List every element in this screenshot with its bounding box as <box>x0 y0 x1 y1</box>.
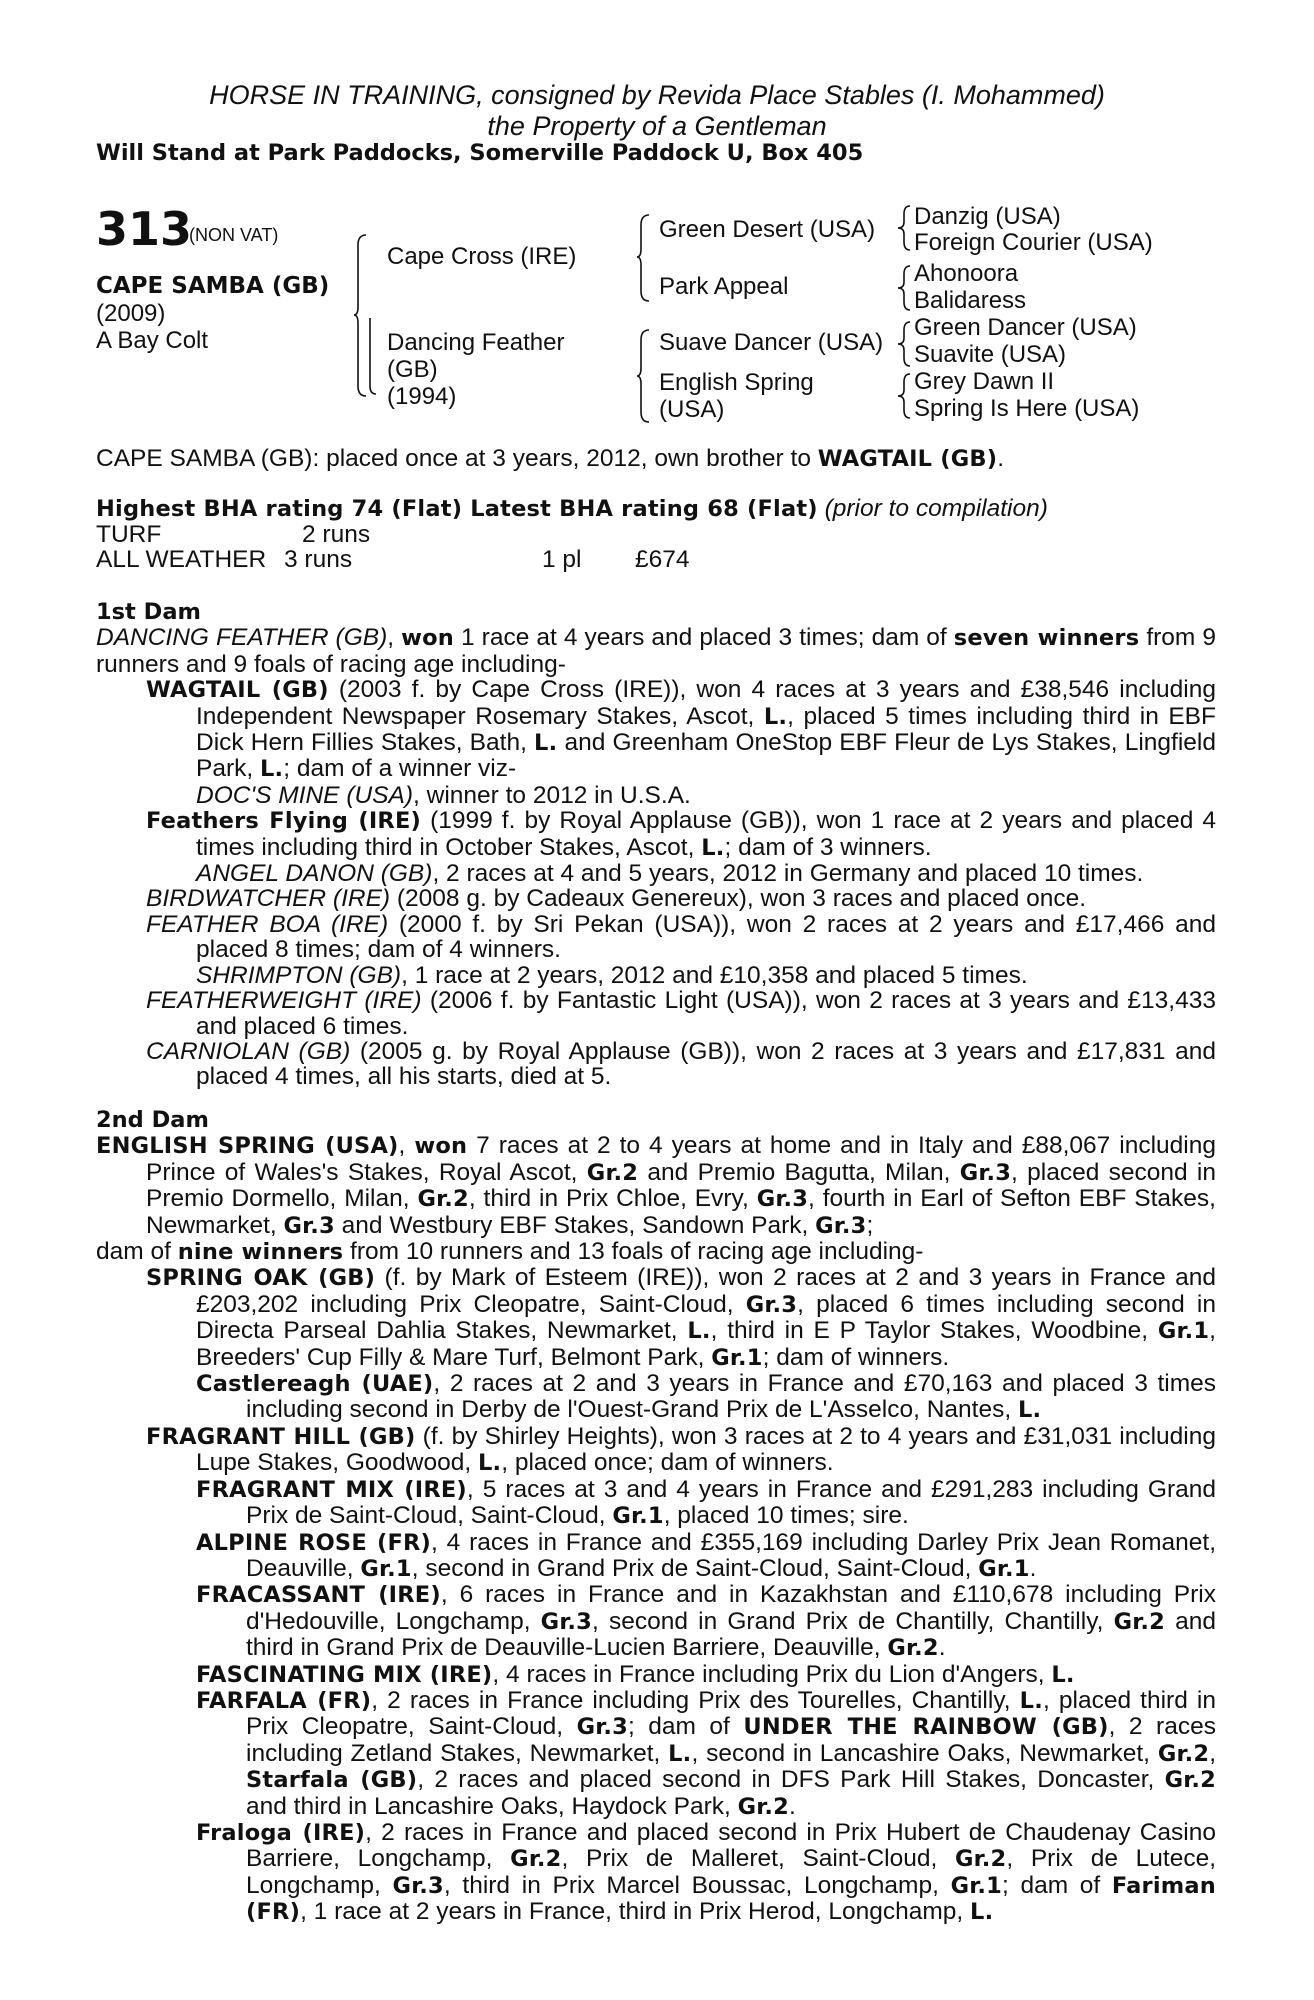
second-dam-produce <box>96 1265 1216 1925</box>
summary-line: CAPE SAMBA (GB): placed once at 3 years, 2012, own brother to WAGTAIL (GB). <box>96 445 1005 472</box>
pedigree-dds: Grey Dawn II <box>914 368 1055 395</box>
produce-entry: FRAGRANT HILL (GB) (f. by Shirley Heights), won 3 races at 2 to 4 years and £31,031 including Lupe Stakes, Goodwood, L., placed once; dam of winners. <box>146 1422 1216 1477</box>
second-dam-intro: ENGLISH SPRING (USA), won 7 races at 2 to 4 years at home and in Italy and £88,067 including Prince of Wales's Stakes, Royal Ascot, Gr.2 and Premio Bagutta, Milan, Gr.3, placed second in Premio Dormello, Milan, Gr.2, third in Prix Chloe, Evry, Gr.3, fourth in Earl of Sefton EBF Stakes, Newmarket, Gr.3 and Westbury EBF Stakes, Sandown Park, Gr.3; <box>96 1132 1216 1239</box>
pedigree-sire-sire: Green Desert (USA) <box>659 216 876 243</box>
pedigree-sire-dam: Park Appeal <box>659 273 789 300</box>
aw-runs: 3 runs <box>284 546 353 573</box>
aw-label: ALL WEATHER <box>96 546 267 573</box>
produce-entry: ALPINE ROSE (FR), 4 races in France and £355,169 including Darley Prix Jean Romanet, Deauville, Gr.1, second in Grand Prix de Saint-Cloud, Saint-Cloud, Gr.1. <box>196 1528 1216 1582</box>
pedigree-dam: Dancing Feather (GB) (1994) <box>387 329 565 410</box>
pedigree-ssd: Foreign Courier (USA) <box>914 229 1153 256</box>
produce-entry: FEATHERWEIGHT (IRE) (2006 f. by Fantastic Light (USA)), won 2 races at 3 years and £13,433 and placed 6 times. <box>146 987 1216 1040</box>
produce-entry: Feathers Flying (IRE) (1999 f. by Royal Applause (GB)), won 1 race at 2 years and placed 4 times including third in October Stakes, Ascot, L.; dam of 3 winners. <box>146 807 1216 861</box>
produce-entry: SHRIMPTON (GB), 1 race at 2 years, 2012 and £10,358 and placed 5 times. <box>196 961 1028 989</box>
pedigree-sire: Cape Cross (IRE) <box>387 243 577 270</box>
horse-description: A Bay Colt <box>96 327 209 354</box>
property-line: the Property of a Gentleman <box>487 111 827 141</box>
produce-entry: FASCINATING MIX (IRE), 4 races in France including Prix du Lion d'Angers, L. <box>196 1660 1075 1688</box>
foaling-year: (2009) <box>96 300 166 327</box>
pedigree-dam-dam: English Spring (USA) <box>659 369 814 423</box>
sire-brace <box>354 233 368 398</box>
brother-name: WAGTAIL (GB) <box>817 446 998 472</box>
pedigree-dss: Green Dancer (USA) <box>914 314 1137 341</box>
pedigree-dsd: Suavite (USA) <box>914 341 1067 368</box>
produce-entry: WAGTAIL (GB) (2003 f. by Cape Cross (IRE)), won 4 races at 3 years and £38,546 including Independent Newspaper Rosemary Stakes, Ascot, L., placed 5 times including third in EBF Dick Hern Fillies Stakes, Bath, L. and Greenham OneStop EBF Fleur de Lys Stakes, Lingfield Park, L.; dam of a winner viz- <box>146 676 1216 783</box>
second-dam-produce-intro: dam of nine winners from 10 runners and 13 foals of racing age including- <box>96 1238 924 1266</box>
second-dam-section <box>96 1108 1216 1926</box>
produce-entry: ANGEL DANON (GB), 2 races at 4 and 5 years, 2012 in Germany and placed 10 times. <box>196 860 1144 888</box>
produce-entry: FARFALA (FR), 2 races in France including Prix des Tourelles, Chantilly, L., placed third in Prix Cleopatre, Saint-Cloud, Gr.3; dam of UNDER THE RAINBOW (GB), 2 races including Zetland Stakes, Newmarket, L., second in Lancashire Oaks, Newmarket, Gr.2, Starfala (GB), 2 races and placed second in DFS Park Hill Stakes, Doncaster, Gr.2 and third in Lancashire Oaks, Haydock Park, Gr.2. <box>196 1686 1216 1820</box>
pedigree-ddd: Spring Is Here (USA) <box>914 395 1140 422</box>
horse-name: CAPE SAMBA (GB) <box>96 273 330 299</box>
stand-location: Will Stand at Park Paddocks, Somerville Paddock U, Box 405 <box>96 140 864 166</box>
produce-entry: DOC'S MINE (USA), winner to 2012 in U.S.A. <box>196 781 691 809</box>
turf-runs: 2 runs <box>302 521 371 548</box>
lot-number: 313 <box>96 202 193 256</box>
produce-entry: Castlereagh (UAE), 2 races at 2 and 3 years in France and £70,163 and placed 3 times including second in Derby de l'Ouest-Grand Prix de L'Asselco, Nantes, L. <box>196 1370 1216 1424</box>
produce-entry: FEATHER BOA (IRE) (2000 f. by Sri Pekan (USA)), won 2 races at 2 years and £17,466 and placed 8 times; dam of 4 winners. <box>146 910 1216 964</box>
vat-status: (NON VAT) <box>189 225 279 245</box>
produce-entry: Fraloga (IRE), 2 races in France and placed second in Prix Hubert de Chaudenay Casino Barriere, Longchamp, Gr.2, Prix de Malleret, Saint-Cloud, Gr.2, Prix de Lutece, Longchamp, Gr.3, third in Prix Marcel Boussac, Longchamp, Gr.1; dam of Fariman (FR), 1 race at 2 years in France, third in Prix Herod, Longchamp, L. <box>196 1818 1217 1926</box>
pedigree-dam-sire: Suave Dancer (USA) <box>659 329 884 356</box>
first-dam-section <box>96 600 1216 1090</box>
pedigree-sdd: Balidaress <box>914 287 1027 314</box>
produce-entry: BIRDWATCHER (IRE) (2008 g. by Cadeaux Genereux), won 3 races and placed once. <box>146 885 1087 913</box>
first-dam-intro: DANCING FEATHER (GB), won 1 race at 4 years and placed 3 times; dam of seven winners from 9 runners and 9 foals of racing age including- <box>96 624 1216 678</box>
rating-line: Highest BHA rating 74 (Flat) Latest BHA rating 68 (Flat) (prior to compilation) <box>96 495 1048 522</box>
g2-brace <box>898 264 912 312</box>
produce-entry: FRAGRANT MIX (IRE), 5 races at 3 and 4 years in France and £291,283 including Grand Prix de Saint-Cloud, Saint-Cloud, Gr.1, placed 10 times; sire. <box>196 1475 1216 1530</box>
produce-entry: CARNIOLAN (GB) (2005 g. by Royal Applause (GB)), won 2 races at 3 years and £17,831 and placed 4 times, all his starts, died at 5. <box>146 1037 1217 1091</box>
aw-prize: £674 <box>635 546 690 573</box>
dam-brace <box>368 318 376 398</box>
ss-brace <box>637 213 651 303</box>
pedigree-sss: Danzig (USA) <box>914 203 1061 230</box>
aw-placed: 1 pl <box>542 546 582 573</box>
g3-brace <box>898 320 912 368</box>
g4-brace <box>898 372 912 420</box>
pedigree-sds: Ahonoora <box>914 260 1019 287</box>
g1-brace <box>898 204 912 252</box>
produce-entry: FRACASSANT (IRE), 6 races in France and in Kazakhstan and £110,678 including Prix d'Hedouville, Longchamp, Gr.3, second in Grand Prix de Chantilly, Chantilly, Gr.2 and third in Grand Prix de Deauville-Lucien Barriere, Deauville, Gr.2. <box>196 1581 1216 1662</box>
turf-label: TURF <box>96 521 162 548</box>
produce-entry: SPRING OAK (GB) (f. by Mark of Esteem (IRE)), won 2 races at 2 and 3 years in France and £203,202 including Prix Cleopatre, Saint-Cloud, Gr.3, placed 6 times including second in Directa Parseal Dahlia Stakes, Newmarket, L., third in E P Taylor Stakes, Woodbine, Gr.1, Breeders' Cup Filly & Mare Turf, Belmont Park, Gr.1; dam of winners. <box>146 1264 1216 1371</box>
first-dam-produce <box>96 677 1216 1090</box>
first-dam-heading: 1st Dam <box>96 599 201 625</box>
consignor-line: HORSE IN TRAINING, consigned by Revida Place Stables (I. Mohammed) <box>209 80 1105 110</box>
ds-brace <box>637 328 651 424</box>
second-dam-heading: 2nd Dam <box>96 1107 209 1133</box>
